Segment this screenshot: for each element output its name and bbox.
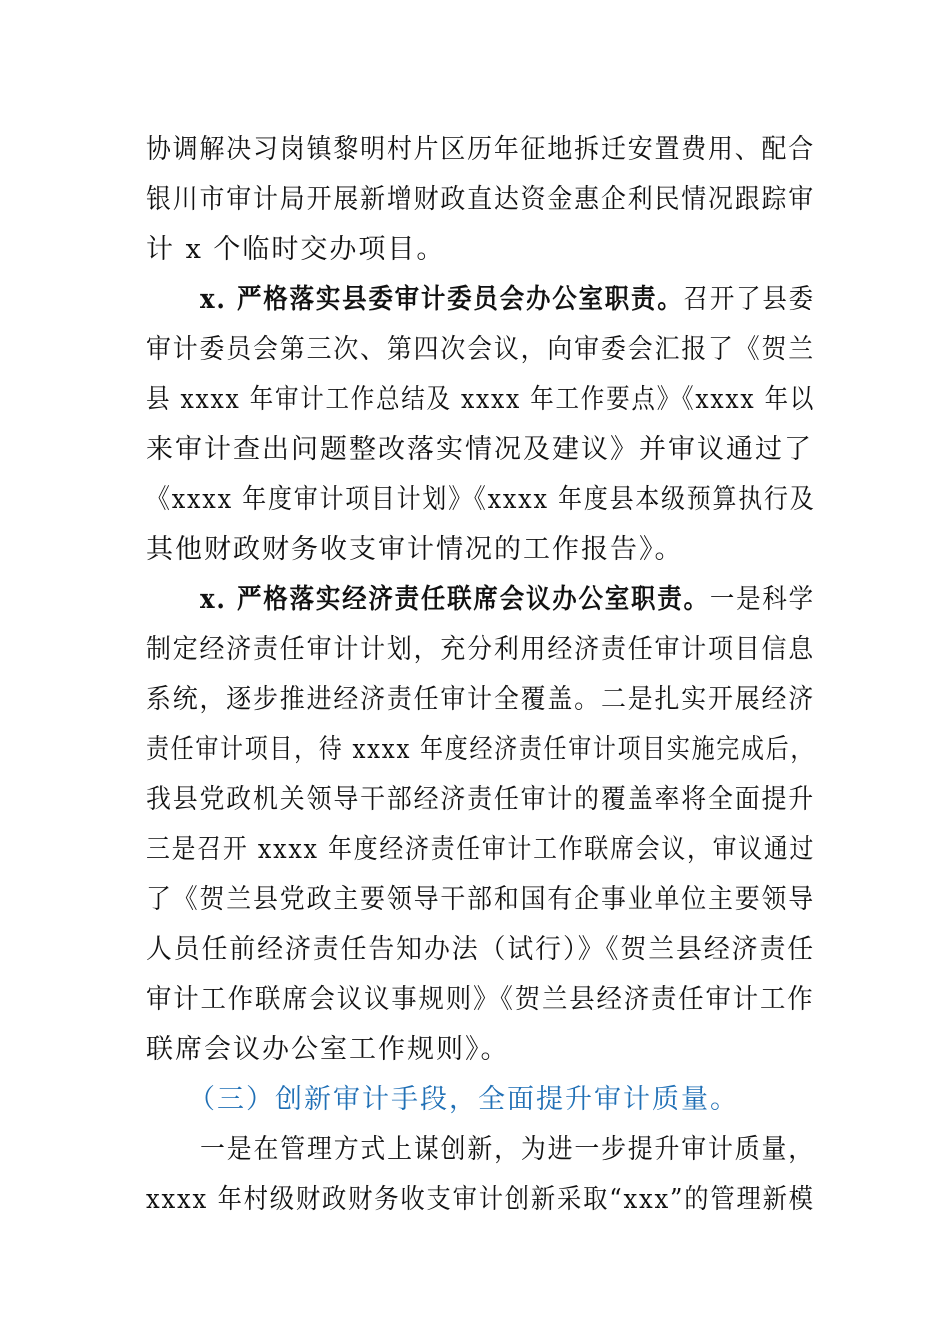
text-line: 三是召开 xxxx 年度经济责任审计工作联席会议，审议通过	[146, 834, 816, 865]
paragraph-first-line	[200, 283, 815, 317]
text-line: xxxx 年村级财政财务收支审计创新采取“xxx”的管理新模	[146, 1184, 815, 1215]
text-line: 制定经济责任审计计划，充分利用经济责任审计项目信息	[146, 634, 816, 665]
text-line: 责任审计项目，待 xxxx 年度经济责任审计项目实施完成后，	[146, 734, 816, 765]
text-span: 一是科学	[709, 584, 815, 615]
text-line: 其他财政财务收支审计情况的工作报告》。	[146, 534, 684, 565]
text-line: 联席会议办公室工作规则》。	[146, 1034, 510, 1065]
text-span: 召开了县委	[683, 284, 815, 315]
text-line: 审计委员会第三次、第四次会议，向审委会汇报了《贺兰	[146, 334, 816, 365]
text-line: 银川市审计局开展新增财政直达资金惠企利民情况跟踪审	[146, 184, 816, 215]
text-line: 县 xxxx 年审计工作总结及 xxxx 年工作要点》《xxxx 年以	[146, 384, 816, 415]
text-line: 《xxxx 年度审计项目计划》《xxxx 年度县本级预算执行及	[146, 484, 816, 515]
text-line: 审计工作联席会议议事规则》《贺兰县经济责任审计工作	[146, 984, 815, 1015]
section-lead-bold: x. 严格落实经济责任联席会议办公室职责。	[200, 584, 710, 615]
text-line: 人员任前经济责任告知办法（试行）》《贺兰县经济责任	[146, 934, 816, 965]
text-line: 了《贺兰县党政主要领导干部和国有企事业单位主要领导	[146, 884, 816, 915]
text-line: 系统，逐步推进经济责任审计全覆盖。二是扎实开展经济	[146, 684, 816, 715]
text-line: 我县党政机关领导干部经济责任审计的覆盖率将全面提升	[146, 784, 816, 815]
section-lead-bold: x. 严格落实县委审计委员会办公室职责。	[200, 284, 684, 315]
text-line: 协调解决习岗镇黎明村片区历年征地拆迁安置费用、配合	[146, 134, 816, 165]
paragraph-first-line	[200, 583, 815, 617]
text-line: 一是在管理方式上谋创新，为进一步提升审计质量，	[200, 1134, 815, 1165]
section-heading: （三）创新审计手段，全面提升审计质量。	[188, 1084, 739, 1115]
text-line: 计 x 个临时交办项目。	[146, 234, 446, 265]
text-line: 来审计查出问题整改落实情况及建议》并审议通过了	[146, 434, 813, 465]
